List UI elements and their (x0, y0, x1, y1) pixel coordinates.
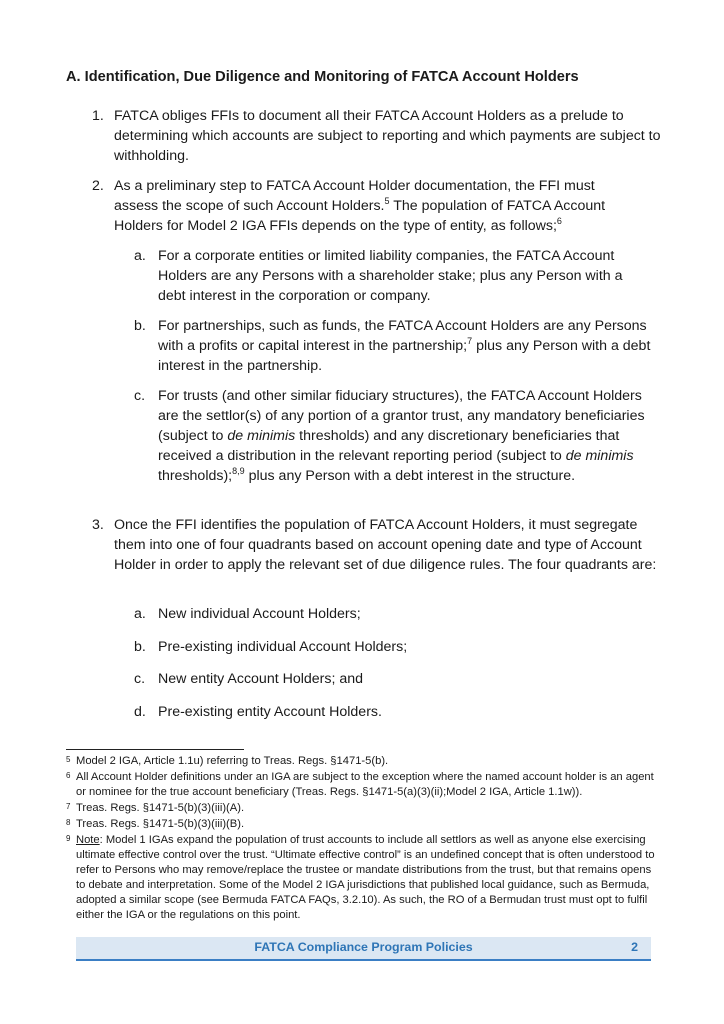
footnote-text: All Account Holder definitions under an IGA are subject to the exception where the named account holder is an agent or nominee for the true account beneficiary (Treas. Regs. §1471-5(a)(3)(ii);Model 2 IGA, Article 1.1w)). (76, 771, 654, 798)
footnote-9 (66, 833, 662, 923)
list-item-text (114, 176, 630, 236)
section-heading: A. Identification, Due Diligence and Monitoring of FATCA Account Holders (66, 69, 579, 85)
sub-item-3d (134, 702, 638, 722)
sub-item-3b (134, 637, 638, 657)
footnote-text: Treas. Regs. §1471-5(b)(3)(iii)(B). (76, 818, 245, 830)
footnote-number: 5 (66, 755, 71, 764)
list-item-3 (92, 515, 670, 575)
text-run: thresholds); (158, 468, 233, 484)
footnotes (66, 754, 662, 924)
footnote-6 (66, 770, 662, 800)
footnote-separator (66, 749, 244, 750)
text-run: thresholds) and any discretionary beneficiaries that received a distribution in the relevant reporting period (subject to (158, 428, 620, 464)
footnote-number: 9 (66, 834, 71, 843)
footnote-number: 8 (66, 818, 71, 827)
text-run: For partnerships, such as funds, the FATCA Account Holders are any Persons with a profits or capital interest in the partnership; (158, 318, 647, 354)
sub-marker: c. (134, 388, 146, 404)
list-item-text: FATCA obliges FFIs to document all their FATCA Account Holders as a prelude to determining which accounts are subject to reporting and which payments are subject to withholding. (114, 108, 661, 164)
footer-title: FATCA Compliance Program Policies (254, 940, 473, 954)
sub-marker: b. (134, 639, 146, 655)
footnote-ref: 8,9 (232, 466, 245, 476)
footnote-number: 7 (66, 802, 71, 811)
text-run: plus any Person with a debt interest in the partnership. (158, 338, 651, 374)
footnote-text: Model 2 IGA, Article 1.1u) referring to Treas. Regs. §1471-5(b). (76, 755, 389, 767)
sub-item-text: Pre-existing entity Account Holders. (158, 704, 382, 720)
footnote-8 (66, 817, 662, 832)
sub-item-3a (134, 604, 638, 624)
text-run: The population of FATCA Account Holders for Model 2 IGA FFIs depends on the type of entity, as follows; (114, 198, 606, 234)
sub-marker: a. (134, 606, 146, 622)
sub-marker: a. (134, 248, 146, 264)
italic-term: de minimis (227, 428, 296, 444)
sub-item-text: New entity Account Holders; and (158, 671, 364, 687)
list-marker: 2. (92, 178, 104, 194)
text-run: As a preliminary step to FATCA Account Holder documentation, the FFI must assess the scope of such Account Holders. (114, 178, 595, 214)
list-marker: 3. (92, 517, 104, 533)
footnote-text: Treas. Regs. §1471-5(b)(3)(iii)(A). (76, 802, 245, 814)
sub-item-text (158, 316, 658, 376)
sub-marker: b. (134, 318, 146, 334)
footnote-number: 6 (66, 771, 71, 780)
sub-item-text: For a corporate entities or limited liability companies, the FATCA Account Holders are any Persons with a shareholder stake; plus any Person with a debt interest in the corporation or company. (158, 248, 623, 304)
footnote-5 (66, 754, 662, 769)
footnote-ref: 5 (384, 196, 390, 206)
list-item-text: Once the FFI identifies the population of FATCA Account Holders, it must segregate them into one of four quadrants based on account opening date and type of Account Holder in order to apply the relevant set of due diligence rules. The four quadrants are: (114, 517, 657, 573)
footnote-7 (66, 801, 662, 816)
sub-item-2b (134, 316, 658, 376)
page-number: 2 (631, 940, 638, 954)
list-item-1 (92, 106, 669, 166)
footnote-ref: 6 (556, 216, 562, 226)
sub-marker: d. (134, 704, 146, 720)
footnote-text: : Model 1 IGAs expand the population of trust accounts to include all settlors as well as anyone else exercising ultimate effective control over the trust. “Ultimate effective control” is an undefined concept that is often understood to refer to Persons who may remove/replace the trustee or mandate distributions from the trust, but that remains opens to debate and interpretation. Some of the Model 2 IGA jurisdictions that published local guidance, such as Bermuda, adopted a similar scope (see Bermuda FATCA FAQs, 3.2.10). As such, the RO of a Bermudan trust must opt to fulfil either the IGA or the regulations on this point. (76, 834, 655, 921)
list-marker: 1. (92, 108, 104, 124)
footnote-label: Note (76, 834, 100, 846)
italic-term: de minimis (565, 448, 634, 464)
footnote-ref: 7 (467, 336, 473, 346)
sub-item-text: New individual Account Holders; (158, 606, 361, 622)
sub-item-3c (134, 669, 638, 689)
text-run: plus any Person with a debt interest in the structure. (244, 468, 576, 484)
list-item-2 (92, 176, 630, 236)
sub-item-2c (134, 386, 663, 486)
sub-item-text (158, 386, 663, 486)
sub-item-2a (134, 246, 654, 306)
sub-item-text: Pre-existing individual Account Holders; (158, 639, 408, 655)
text-run: For trusts (and other similar fiduciary structures), the FATCA Account Holders are the settlor(s) of any portion of a grantor trust, any mandatory beneficiaries (subject to (158, 388, 645, 444)
page-footer (76, 937, 651, 961)
sub-marker: c. (134, 671, 146, 687)
